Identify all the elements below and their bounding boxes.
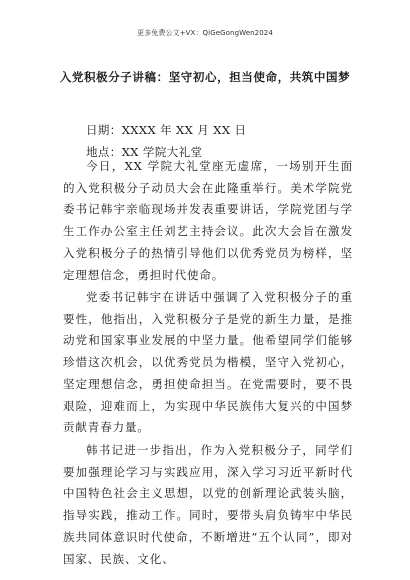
- document-title: 入党积极分子讲稿：坚守初心，担当使命，共筑中国梦: [59, 70, 351, 84]
- paragraph-2: 党委书记韩宇在讲话中强调了入党积极分子的重要性，他指出，入党积极分子是党的新生力量，是推动党和国家事业发展的中坚力量。他希望同学们能够珍惜这次机会，以优秀党员为楷模，坚守入党初心，坚定理想信念，勇担使命担当。在党需要时，要不畏艰险，迎难而上，为实现中华民族伟大复兴的中国梦贡献青春力量。: [63, 290, 353, 435]
- header-watermark: 更多免费公文+VX：QiGeGongWen2024: [137, 29, 273, 37]
- paragraph-3: 韩书记进一步指出，作为入党积极分子，同学们要加强理论学习与实践应用，深入学习习近平新时代中国特色社会主义思想，以党的创新理论武装头脑，指导实践，推动工作。同时，要带头肩负铸牢中华民族共同体意识时代使命，不断增进“五个认同”，即对国家、民族、文化、: [63, 443, 353, 566]
- paragraph-1: 今日，XX 学院大礼堂座无虚席，一场别开生面的入党积极分子动员大会在此隆重举行。美术学院党委书记韩宇亲临现场并发表重要讲话，学院党团与学生工作办公室主任刘艺主持会议。此次大会旨在激发入党积极分子的热情引导他们以优秀党员为榜样，坚定理想信念，勇担时代使命。: [63, 159, 353, 282]
- place-line: 地点：XX 学院大礼堂: [86, 145, 203, 159]
- date-line: 日期：XXXX 年 XX 月 XX 日: [86, 123, 247, 137]
